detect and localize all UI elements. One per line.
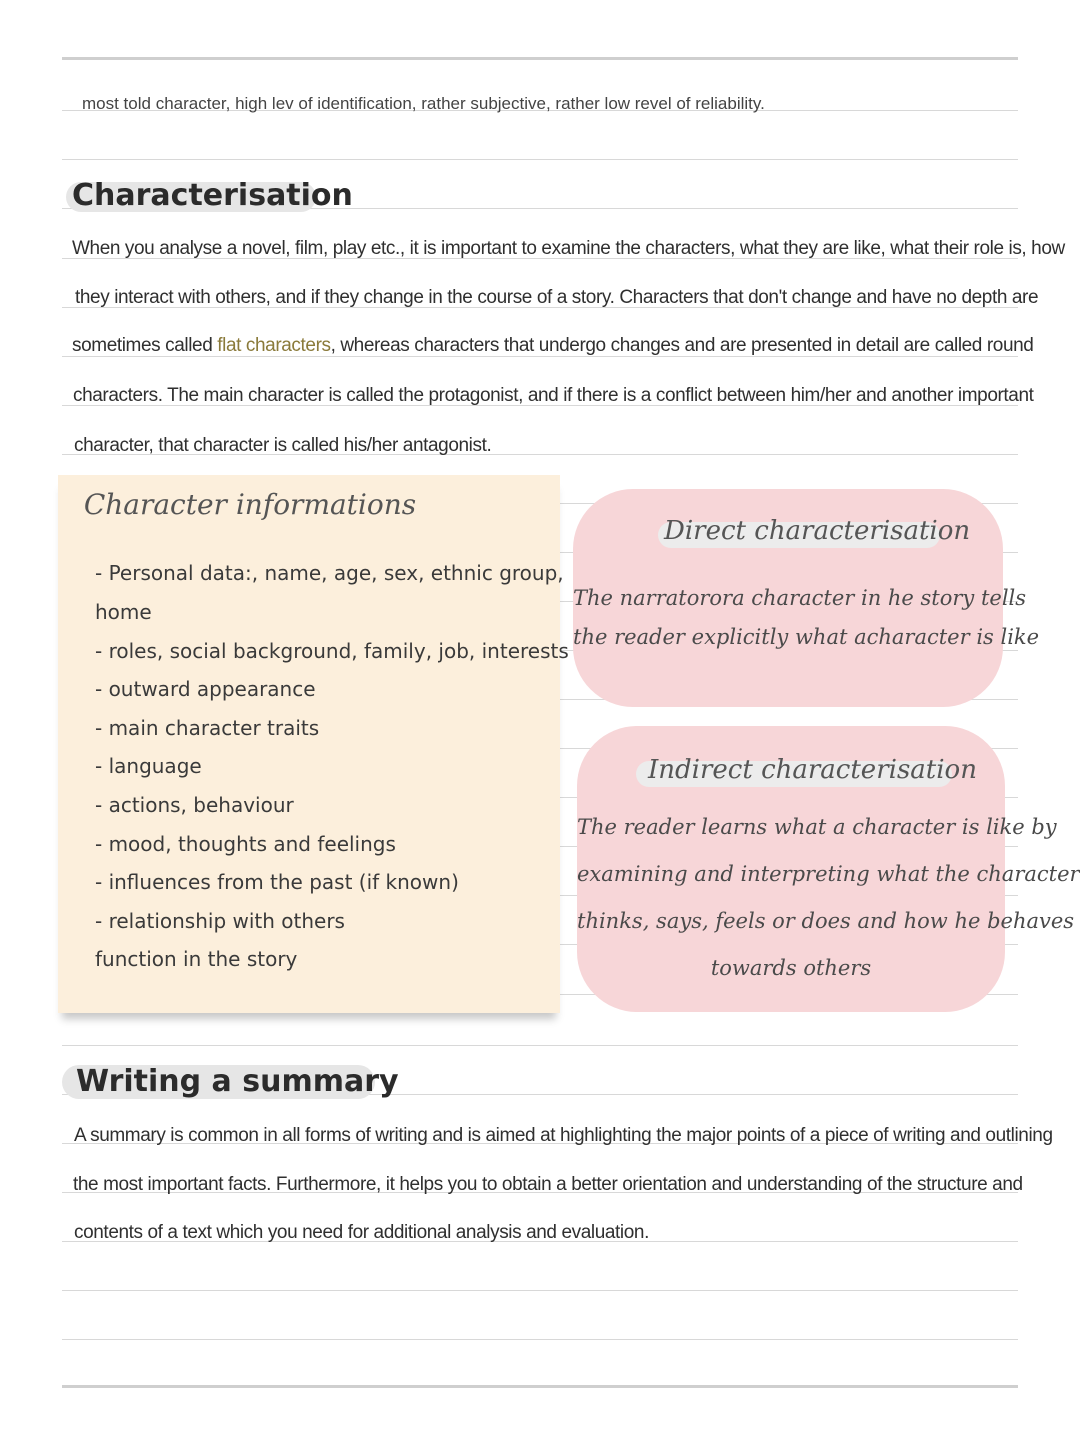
direct-title-label: Direct characterisation <box>664 516 971 546</box>
rule <box>62 159 1018 160</box>
info-item: - language <box>95 754 202 778</box>
intro-line: most told character, high lev of identification, rather subjective, rather low revel of reliability. <box>82 94 765 113</box>
direct-characterisation-title <box>664 516 970 546</box>
top-rule <box>62 57 1018 60</box>
indirect-text-line: towards others <box>710 956 872 980</box>
characterisation-line-5: character, that character is called his/her antagonist. <box>74 435 492 456</box>
direct-text-line: The narratorora character in he story tells <box>573 586 1027 610</box>
indirect-text-line: The reader learns what a character is like by <box>577 815 1057 839</box>
info-item: - relationship with others <box>95 909 345 933</box>
summary-heading-label: Writing a summary <box>76 1064 399 1099</box>
info-item: - Personal data:, name, age, sex, ethnic group, <box>95 561 564 585</box>
rule <box>62 1339 1018 1340</box>
summary-line-3: contents of a text which you need for additional analysis and evaluation. <box>74 1222 649 1243</box>
rule <box>62 1045 1018 1046</box>
info-item: - roles, social background, family, job, interests <box>95 639 569 663</box>
characterisation-line-2: they interact with others, and if they change in the course of a story. Characters that don't change and have no depth are <box>75 287 1039 308</box>
info-item: home <box>95 600 152 624</box>
summary-heading <box>76 1064 399 1099</box>
indirect-text-line: examining and interpreting what the character <box>577 862 1080 886</box>
flat-characters-highlight: flat characters <box>217 335 331 356</box>
characterisation-line-1: When you analyse a novel, film, play etc., it is important to examine the characters, what they are like, what their role is, how <box>72 238 1065 259</box>
characterisation-heading-label: Characterisation <box>72 178 353 213</box>
info-item: - influences from the past (if known) <box>95 870 459 894</box>
info-item: - outward appearance <box>95 677 316 701</box>
direct-text-line: the reader explicitly what acharacter is like <box>573 625 1040 649</box>
indirect-title-label: Indirect characterisation <box>648 755 977 785</box>
info-item: - mood, thoughts and feelings <box>95 832 396 856</box>
indirect-characterisation-title <box>648 755 977 785</box>
bottom-rule <box>62 1385 1018 1388</box>
character-info-title: Character informations <box>83 488 417 521</box>
indirect-text-line: thinks, says, feels or does and how he behaves <box>577 909 1075 933</box>
line3-rest: , whereas characters that undergo changes and are presented in detail are called round <box>330 335 1034 356</box>
rule <box>62 1290 1018 1291</box>
characterisation-heading <box>72 178 353 213</box>
info-item: function in the story <box>95 947 298 971</box>
info-item: - main character traits <box>95 716 320 740</box>
characterisation-line-4: characters. The main character is called the protagonist, and if there is a conflict between him/her and another important <box>73 385 1034 406</box>
summary-line-1: A summary is common in all forms of writing and is aimed at highlighting the major points of a piece of writing and outlining <box>74 1125 1053 1146</box>
summary-line-2: the most important facts. Furthermore, it helps you to obtain a better orientation and understanding of the structure and <box>73 1174 1023 1195</box>
info-item: - actions, behaviour <box>95 793 294 817</box>
line3-start: sometimes called <box>72 335 218 356</box>
characterisation-line-3 <box>72 335 1034 357</box>
